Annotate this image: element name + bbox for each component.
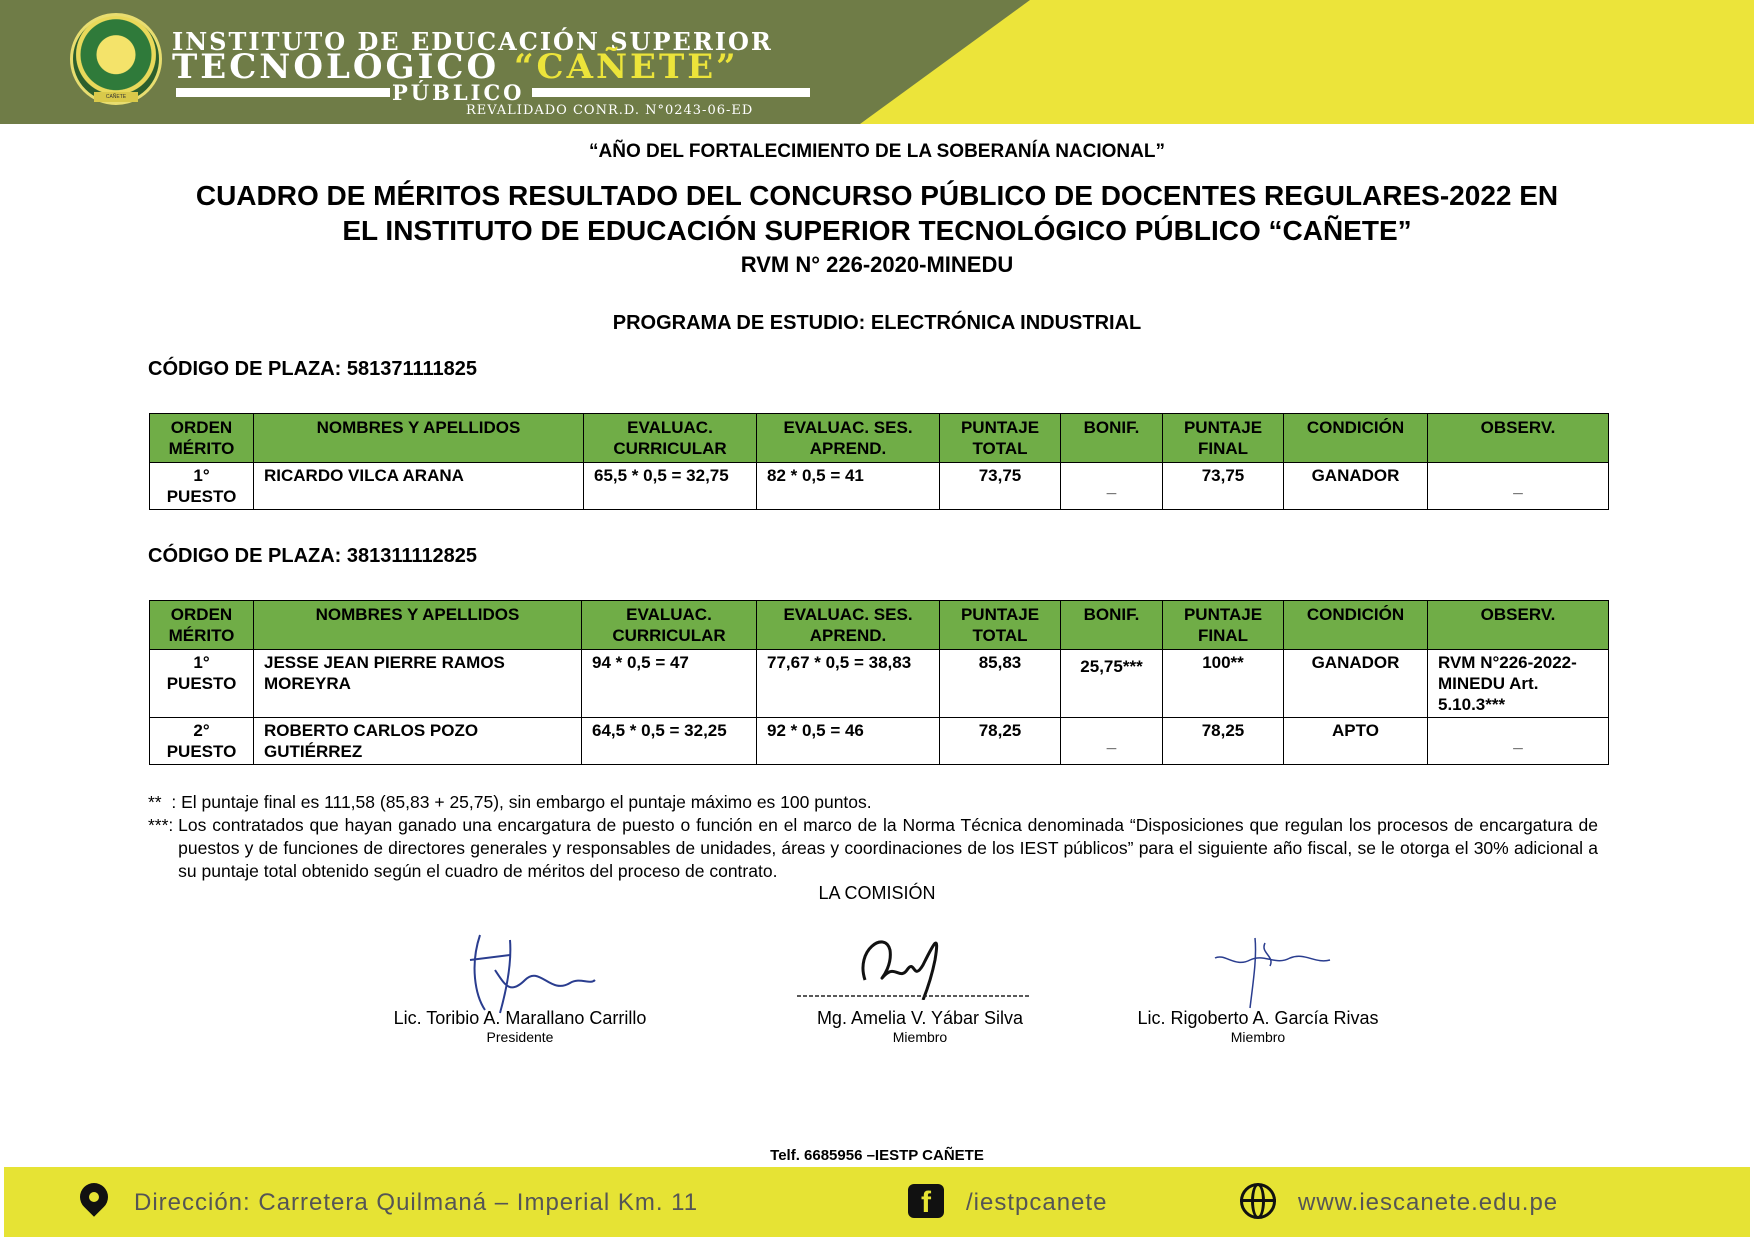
col-nombres: NOMBRES Y APELLIDOS: [254, 414, 584, 463]
cell-sesion: 92 * 0,5 = 46: [757, 718, 940, 765]
location-pin-icon: [74, 1177, 114, 1217]
cell-final: 73,75: [1163, 463, 1284, 510]
col-orden: ORDEN MÉRITO: [150, 414, 254, 463]
header-line2-a: TECNOLÓGICO: [172, 47, 514, 87]
signatory-miembro-1: [770, 1008, 1070, 1045]
col-bonif: BONIF.: [1061, 414, 1163, 463]
col-condicion: CONDICIÓN: [1284, 601, 1428, 650]
cell-nombre: ROBERTO CARLOS POZO GUTIÉRREZ: [254, 718, 582, 765]
table-header-row: [150, 414, 1609, 463]
title-line-1: CUADRO DE MÉRITOS RESULTADO DEL CONCURSO PÚBLICO DE DOCENTES REGULARES-2022 EN: [195, 180, 1559, 211]
cell-sesion: 77,67 * 0,5 = 38,83: [757, 650, 940, 718]
signatory-miembro-2: [1108, 1008, 1408, 1045]
cell-total: 73,75: [940, 463, 1061, 510]
commission-label: LA COMISIÓN: [818, 883, 936, 903]
cell-final: 78,25: [1163, 718, 1284, 765]
signatory-name: Lic. Rigoberto A. García Rivas: [1137, 1008, 1379, 1028]
signature-miembro-2: [1195, 928, 1345, 1013]
col-sesion: EVALUAC. SES. APREND.: [757, 414, 940, 463]
footnote-double-asterisk: [148, 791, 1598, 814]
signature-presidente: [450, 925, 600, 1015]
address-text: Dirección: Carretera Quilmaná – Imperial Km. 11: [134, 1189, 699, 1216]
footnote-text: Los contratados que hayan ganado una encargatura de puesto o función en el marco de la Norma Técnica denominada “Disposiciones que regulan los procesos de encargatura de puestos y de funciones de directores generales y responsables de unidades, áreas y coordinaciones de los IEST públicos” para el siguiente año fiscal, se le otorga el 30% adicional a su puntaje total obtenido según el cuadro de méritos del proceso de contrato.: [178, 815, 1598, 881]
signatory-role: Miembro: [1230, 1029, 1286, 1045]
signatory-presidente: [370, 1008, 670, 1045]
program-of-study: PROGRAMA DE ESTUDIO: ELECTRÓNICA INDUSTRIAL: [612, 312, 1142, 334]
col-curricular: EVALUAC. CURRICULAR: [584, 414, 757, 463]
col-final: PUNTAJE FINAL: [1163, 601, 1284, 650]
globe-icon: [1240, 1183, 1276, 1219]
footnote-text: El puntaje final es 111,58 (85,83 + 25,75), sin embargo el puntaje máximo es 100 puntos.: [181, 792, 872, 812]
footnotes: [148, 791, 1598, 883]
cell-condicion: GANADOR: [1284, 650, 1428, 718]
institution-header: [0, 0, 1754, 124]
col-observ: OBSERV.: [1428, 414, 1609, 463]
footnote-mark: ** :: [148, 792, 182, 812]
footnote-triple-asterisk: [148, 814, 1598, 883]
header-bar-right: [532, 88, 810, 97]
cell-nombre: RICARDO VILCA ARANA: [254, 463, 584, 510]
col-orden: ORDEN MÉRITO: [150, 601, 254, 650]
cell-curricular: 64,5 * 0,5 = 32,25: [582, 718, 757, 765]
facebook-handle: /iestpcanete: [966, 1189, 1108, 1216]
col-total: PUNTAJE TOTAL: [940, 414, 1061, 463]
cell-observ: _: [1428, 718, 1609, 765]
header-line1: INSTITUTO DE EDUCACIÓN SUPERIOR: [172, 27, 773, 56]
header-line4: REVALIDADO CONR.D. N°0243-06-ED: [466, 103, 754, 118]
signature-miembro-1: [795, 920, 1035, 1000]
col-sesion: EVALUAC. SES. APREND.: [757, 601, 940, 650]
cell-curricular: 65,5 * 0,5 = 32,75: [584, 463, 757, 510]
table-row: [150, 650, 1609, 718]
cell-orden: 1° PUESTO: [150, 650, 254, 718]
cell-orden: 2° PUESTO: [150, 718, 254, 765]
merit-table-2: [149, 600, 1609, 765]
seal-ribbon: CAÑETE: [94, 92, 138, 102]
title-line-2: EL INSTITUTO DE EDUCACIÓN SUPERIOR TECNOLÓGICO PÚBLICO “CAÑETE”: [342, 215, 1412, 246]
footnote-mark: ***:: [148, 815, 179, 835]
cell-final: 100**: [1163, 650, 1284, 718]
document-title: [0, 178, 1754, 248]
signatory-name: Mg. Amelia V. Yábar Silva: [816, 1008, 1024, 1028]
col-nombres: NOMBRES Y APELLIDOS: [254, 601, 582, 650]
cell-nombre: JESSE JEAN PIERRE RAMOS MOREYRA: [254, 650, 582, 718]
cell-curricular: 94 * 0,5 = 47: [582, 650, 757, 718]
national-motto: “AÑO DEL FORTALECIMIENTO DE LA SOBERANÍA NACIONAL”: [589, 141, 1165, 162]
cell-total: 78,25: [940, 718, 1061, 765]
header-line2-b: “CAÑETE”: [513, 47, 739, 87]
col-total: PUNTAJE TOTAL: [940, 601, 1061, 650]
contact-footer: [4, 1167, 1750, 1237]
col-bonif: BONIF.: [1061, 601, 1163, 650]
cell-sesion: 82 * 0,5 = 41: [757, 463, 940, 510]
cell-bonif: _: [1061, 463, 1163, 510]
facebook-icon: f: [908, 1184, 944, 1218]
plaza-code-1: CÓDIGO DE PLAZA: 581371111825: [148, 358, 478, 380]
col-condicion: CONDICIÓN: [1284, 414, 1428, 463]
rvm-reference: RVM N° 226-2020-MINEDU: [740, 252, 1014, 277]
merit-table-1: [149, 413, 1609, 510]
cell-observ: RVM N°226-2022-MINEDU Art. 5.10.3***: [1428, 650, 1609, 718]
cell-total: 85,83: [940, 650, 1061, 718]
website-text: www.iescanete.edu.pe: [1298, 1189, 1559, 1216]
cell-observ: _: [1428, 463, 1609, 510]
cell-condicion: GANADOR: [1284, 463, 1428, 510]
phone-line: Telf. 6685956 –IESTP CAÑETE: [770, 1147, 984, 1164]
table-row: [150, 718, 1609, 765]
cell-condicion: APTO: [1284, 718, 1428, 765]
signatory-role: Presidente: [486, 1029, 554, 1045]
col-observ: OBSERV.: [1428, 601, 1609, 650]
col-final: PUNTAJE FINAL: [1163, 414, 1284, 463]
plaza-code-2: CÓDIGO DE PLAZA: 381311112825: [148, 545, 478, 567]
cell-orden: 1° PUESTO: [150, 463, 254, 510]
header-line3: PÚBLICO: [392, 80, 525, 105]
cell-bonif: 25,75***: [1061, 650, 1163, 718]
signatory-name: Lic. Toribio A. Marallano Carrillo: [393, 1008, 647, 1028]
col-curricular: EVALUAC. CURRICULAR: [582, 601, 757, 650]
table-header-row: [150, 601, 1609, 650]
table-row: [150, 463, 1609, 510]
signatory-role: Miembro: [892, 1029, 948, 1045]
header-bar-left: [176, 88, 390, 97]
cell-bonif: _: [1061, 718, 1163, 765]
